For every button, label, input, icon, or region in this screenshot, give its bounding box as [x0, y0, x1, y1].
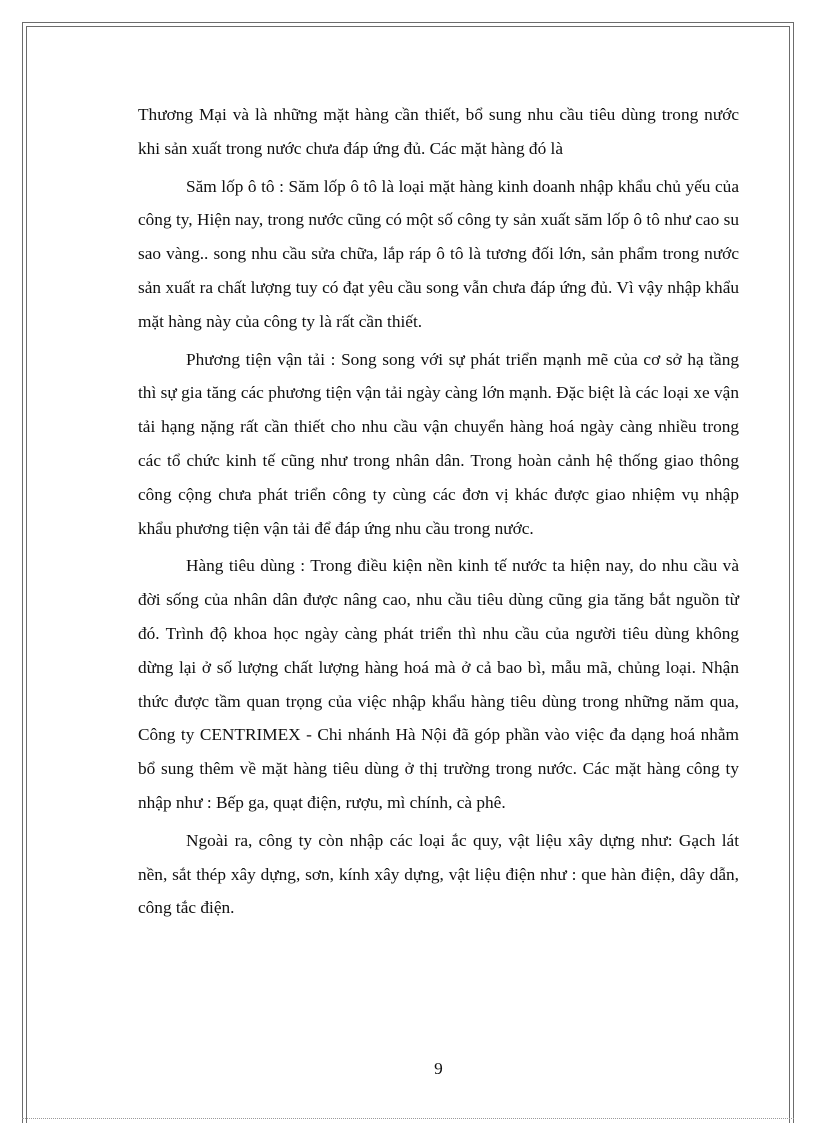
paragraph-intro: Thương Mại và là những mặt hàng cần thiết, bổ sung nhu cầu tiêu dùng trong nước khi sản xuất trong nước chưa đáp ứng đủ. Các mặt hàng đó là: [138, 105, 739, 158]
paragraph-consumer-goods: Hàng tiêu dùng : Trong điều kiện nền kinh tế nước ta hiện nay, do nhu cầu và đời sống của nhân dân được nâng cao, nhu cầu tiêu dùng cũng gia tăng bắt nguồn từ đó. Trình độ khoa học ngày càng phát triển thì nhu cầu của người tiêu dùng không dừng lại ở số lượng chất lượng hàng hoá mà ở cả bao bì, mẫu mã, chủng loại. Nhận thức được tầm quan trọng của việc nhập khẩu hàng tiêu dùng trong những năm qua, Công ty CENTRIMEX - Chi nhánh Hà Nội đã góp phần vào việc đa dạng hoá nhằm bổ sung thêm về mặt hàng tiêu dùng ở thị trường trong nước. Các mặt hàng công ty nhập như : Bếp ga, quạt điện, rượu, mì chính, cà phê.: [138, 556, 739, 812]
page-number: 9: [434, 1059, 443, 1078]
document-body: [138, 98, 739, 925]
paragraph-vehicles: Phương tiện vận tải : Song song với sự phát triển mạnh mẽ của cơ sở hạ tầng thì sự gia tăng các phương tiện vận tải ngày càng lớn mạnh. Đặc biệt là các loại xe vận tải hạng nặng rất cần thiết cho nhu cầu vận chuyển hàng hoá ngày càng nhiều trong các tổ chức kinh tế cũng như trong nhân dân. Trong hoàn cảnh hệ thống giao thông công cộng chưa phát triển công ty cùng các đơn vị khác được giao nhiệm vụ nhập khẩu phương tiện vận tải để đáp ứng nhu cầu trong nước.: [138, 349, 739, 538]
paragraph-tires: Săm lốp ô tô : Săm lốp ô tô là loại mặt hàng kinh doanh nhập khẩu chủ yếu của công ty, Hiện nay, trong nước cũng có một số công ty sản xuất săm lốp ô tô như cao su sao vàng.. song nhu cầu sửa chữa, lắp ráp ô tô là tương đối lớn, sản phẩm trong nước sản xuất ra chất lượng tuy có đạt yêu cầu song vẫn chưa đáp ứng đủ. Vì vậy nhập khẩu mặt hàng này của công ty là rất cần thiết.: [138, 176, 739, 331]
page-bottom-edge: [22, 1118, 794, 1119]
paragraph-other-goods: Ngoài ra, công ty còn nhập các loại ắc quy, vật liệu xây dựng như: Gạch lát nền, sắt thép xây dựng, sơn, kính xây dựng, vật liệu điện như : que hàn điện, dây dẫn, công tắc điện.: [138, 830, 739, 918]
